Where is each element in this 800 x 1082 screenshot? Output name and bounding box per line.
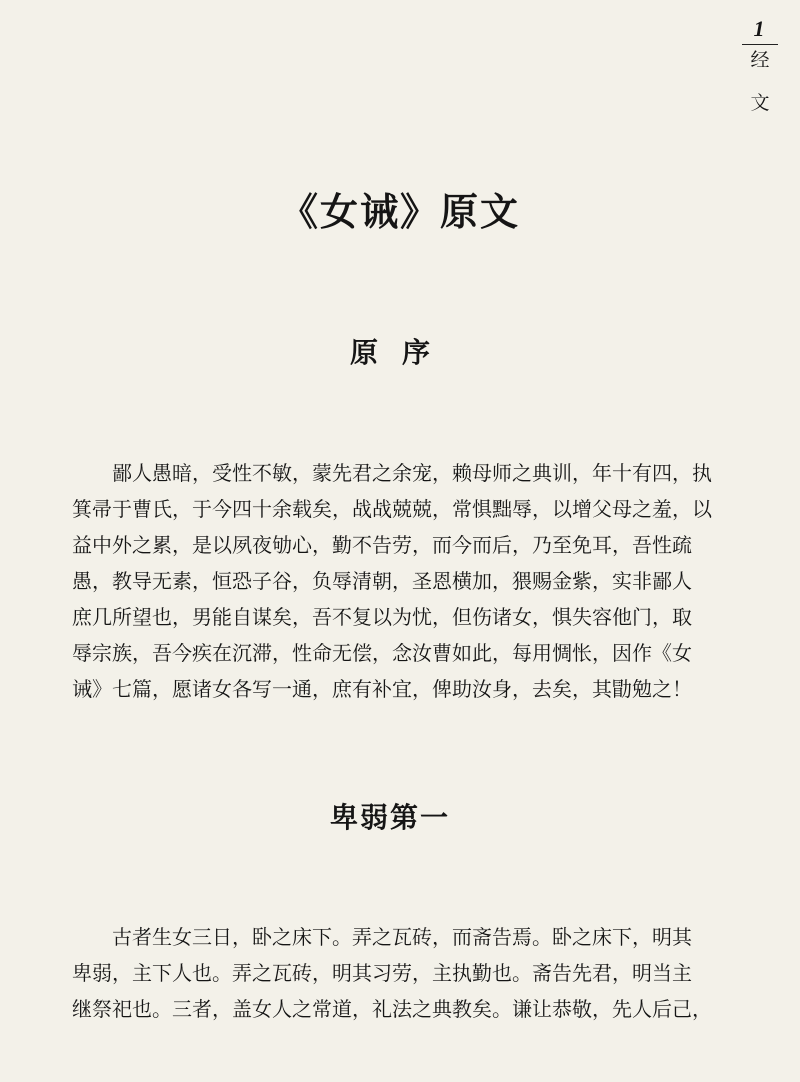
text-line: 箕帚于曹氏，于今四十余载矣，战战兢兢，常惧黜辱，以增父母之羞，以 [72,497,712,521]
text-line: 诫》七篇，愿诸女各写一通，庶有补宜，俾助汝身，去矣，其勖勉之！ [72,677,692,701]
running-head [736,18,784,113]
section-heading-chapter-1: 卑弱第一 [329,801,450,834]
text-line: 庶几所望也，男能自谋矣，吾不复以为忧，但伤诸女，惧失容他门，取 [72,605,692,629]
text-line: 继祭祀也。三者，盖女人之常道，礼法之典教矣。谦让恭敬，先人后己， [72,997,712,1021]
running-head-char: 经 [750,49,770,71]
running-head-char: 文 [750,92,770,114]
page-number: 1 [753,16,765,41]
text-line: 鄙人愚暗，受性不敏，蒙先君之余宠，赖母师之典训，年十有四，执 [72,461,712,485]
text-line: 卑弱，主下人也。弄之瓦砖，明其习劳，主执勤也。斋告先君，明当主 [72,961,692,985]
text-line: 辱宗族，吾今疾在沉滞，性命无偿，念汝曹如此，每用惆怅，因作《女 [72,641,692,665]
section-heading-preface: 原序 [349,336,454,369]
chapter-1-paragraph [72,919,720,1027]
preface-paragraph [72,455,720,707]
page-title: 《女诫》原文 [279,189,520,234]
running-head-rule [742,44,778,45]
text-line: 古者生女三日，卧之床下。弄之瓦砖，而斋告焉。卧之床下，明其 [72,925,692,949]
text-line: 益中外之累，是以夙夜劬心，勤不告劳，而今而后，乃至免耳，吾性疏 [72,533,692,557]
text-line: 愚，教导无素，恒恐子谷，负辱清朝，圣恩横加，猥赐金紫，实非鄙人 [72,569,692,593]
